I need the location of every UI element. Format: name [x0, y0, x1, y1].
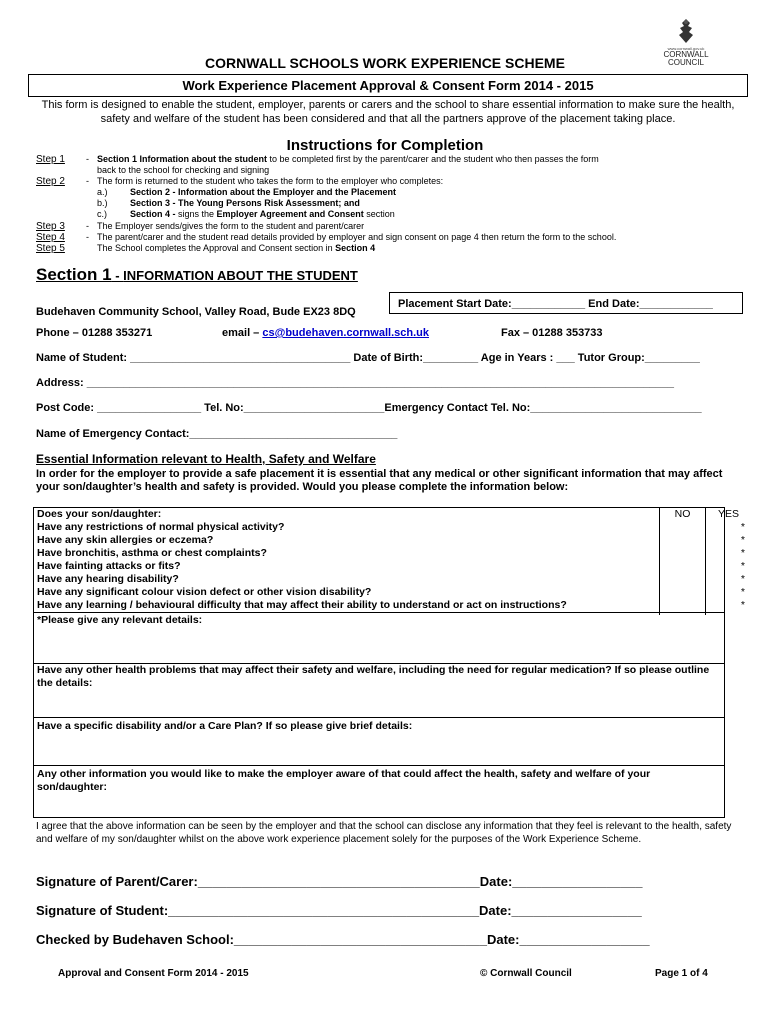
- sub-c-c: Employer Agreement and Consent: [216, 209, 364, 219]
- step5-b: Section 4: [335, 243, 376, 253]
- row-yes-cell[interactable]: *: [740, 599, 745, 611]
- dash: -: [86, 232, 89, 242]
- logo-line2: COUNCIL: [667, 58, 704, 67]
- intro-text: This form is designed to enable the student, employer, parents or carers and the school to share essential information to make sure the health, safety and welfare of the student has been considered and that all the partners approve of the placement taking place.: [41, 99, 735, 125]
- step1-text-cont: back to the school for checking and signing: [97, 165, 270, 175]
- essential-info-title: Essential Information relevant to Health, Safety and Welfare: [36, 452, 376, 466]
- row-yes-cell[interactable]: *: [740, 547, 745, 559]
- other-health-box[interactable]: [33, 662, 725, 718]
- table-header: [34, 508, 739, 521]
- step5-text: [97, 243, 375, 254]
- row-question: Have any significant colour vision defect or other vision disability?: [37, 586, 372, 598]
- logo-line1: CORNWALL: [663, 50, 709, 59]
- scheme-title: CORNWALL SCHOOLS WORK EXPERIENCE SCHEME: [205, 55, 565, 71]
- disability-label: Have a specific disability and/or a Care Plan? If so please give brief details:: [37, 720, 413, 732]
- table-row: [34, 547, 745, 560]
- table-row: [34, 521, 745, 534]
- postcode-line[interactable]: Post Code: _________________ Tel. No:_______________________Emergency Contact Tel. No:____________________________: [36, 402, 702, 414]
- table-row: [34, 573, 745, 586]
- sub-c-label: c.): [97, 209, 107, 219]
- step1-bold: Section 1 Information about the student: [97, 154, 268, 164]
- table-row: [34, 599, 745, 612]
- step4-text: The parent/carer and the student read details provided by employer and sign consent on page 4 then return the form to the school.: [97, 232, 617, 242]
- row-question: Have any hearing disability?: [37, 573, 179, 585]
- row-yes-cell[interactable]: *: [740, 586, 745, 598]
- footer-right: Page 1 of 4: [655, 968, 708, 979]
- emergency-contact-line[interactable]: Name of Emergency Contact:__________________________________: [36, 428, 398, 440]
- header-no: NO: [674, 508, 691, 520]
- sub-b-label: b.): [97, 198, 108, 208]
- sub-a: Section 2 - Information about the Employer and the Placement: [130, 187, 397, 197]
- other-health-label: Have any other health problems that may affect their safety and welfare, including the need for regular medication? If so please outline the details:: [37, 664, 710, 689]
- disability-box[interactable]: [33, 718, 725, 766]
- row-question: Have any skin allergies or eczema?: [37, 534, 214, 546]
- logo-small-text: www.cornwall.gov.uk: [667, 46, 705, 51]
- row-question: Have any restrictions of normal physical activity?: [37, 521, 285, 533]
- placement-dates-field[interactable]: Placement Start Date:____________ End Date:____________: [389, 292, 743, 314]
- essential-info-text: In order for the employer to provide a safe placement it is essential that any medical or other significant information that may affect your son/daughter’s health and safety is provided. Would you please complete the information below:: [36, 468, 723, 493]
- header-question: Does your son/daughter:: [37, 508, 162, 520]
- crest-icon: [671, 18, 701, 44]
- school-signature-line[interactable]: Checked by Budehaven School:___________________________________Date:__________________: [36, 932, 650, 947]
- header-yes: YES: [717, 508, 739, 520]
- school-email: [222, 327, 429, 339]
- email-label: email –: [222, 327, 263, 339]
- row-yes-cell[interactable]: *: [740, 573, 745, 585]
- sub-c-b: signs the: [175, 209, 217, 219]
- address-line[interactable]: Address: ________________________________________________________________________________________________: [36, 377, 675, 389]
- form-title: Work Experience Placement Approval & Consent Form 2014 - 2015: [28, 74, 748, 97]
- section1-title: Section 1: [36, 265, 112, 284]
- step5-a: The School completes the Approval and Consent section in: [97, 243, 336, 253]
- relevant-details-label: *Please give any relevant details:: [37, 614, 203, 626]
- step3-label: Step 3: [36, 221, 65, 232]
- school-phone: Phone – 01288 353271: [36, 327, 153, 339]
- table-row: [34, 586, 745, 599]
- step1-label: Step 1: [36, 154, 65, 165]
- sub-a-label: a.): [97, 187, 108, 197]
- footer-center: © Cornwall Council: [480, 968, 572, 979]
- footer-left: Approval and Consent Form 2014 - 2015: [58, 968, 249, 979]
- section1-subtitle: INFORMATION ABOUT THE STUDENT: [123, 268, 358, 283]
- row-question: Have fainting attacks or fits?: [37, 560, 181, 572]
- section1-heading: Section 1 - INFORMATION ABOUT THE STUDENT: [36, 265, 358, 284]
- health-table: [33, 507, 745, 664]
- dash: -: [86, 221, 89, 231]
- dash: -: [86, 154, 89, 164]
- student-signature-line[interactable]: Signature of Student:___________________________________________Date:__________________: [36, 903, 642, 918]
- step2-label: Step 2: [36, 176, 65, 187]
- relevant-details-box[interactable]: [34, 612, 724, 663]
- parent-signature-line[interactable]: Signature of Parent/Carer:_______________________________________Date:__________________: [36, 874, 643, 889]
- row-question: Have bronchitis, asthma or chest complaints?: [37, 547, 267, 559]
- agreement-text: I agree that the above information can be seen by the employer and that the school can disclose any information that they feel is relevant to the health, safety and welfare of my son/daughter whilst on the above work experience placement solely for the purposes of the Work Experience Scheme.: [36, 821, 732, 845]
- student-name-line[interactable]: Name of Student: ____________________________________ Date of Birth:_________ Age in Years : ___ Tutor Group:_________: [36, 352, 700, 364]
- step3-text: The Employer sends/gives the form to the student and parent/carer: [97, 221, 365, 231]
- school-fax: Fax – 01288 353733: [501, 327, 603, 339]
- sub-b: Section 3 - The Young Persons Risk Assessment; and: [130, 198, 360, 208]
- table-row: [34, 534, 745, 547]
- table-row: [34, 560, 745, 573]
- row-yes-cell[interactable]: *: [740, 521, 745, 533]
- instructions-title: Instructions for Completion: [286, 137, 484, 154]
- row-question: Have any learning / behavioural difficulty that may affect their ability to understand or act on instructions?: [37, 599, 567, 611]
- dash: -: [86, 176, 89, 186]
- any-other-box[interactable]: [33, 766, 725, 818]
- email-link[interactable]: cs@budehaven.cornwall.sch.uk: [262, 327, 429, 339]
- row-yes-cell[interactable]: *: [740, 560, 745, 572]
- row-yes-cell[interactable]: *: [740, 534, 745, 546]
- step5-label: Step 5: [36, 243, 65, 254]
- step1-text: [97, 154, 599, 165]
- sub-c-a: Section 4 -: [130, 209, 176, 219]
- step2-text: The form is returned to the student who takes the form to the employer who completes:: [97, 176, 444, 186]
- sub-c-d: section: [363, 209, 395, 219]
- step1-rest: to be completed first by the parent/carer and the student who then passes the form: [267, 154, 599, 164]
- any-other-label: Any other information you would like to make the employer aware of that could affect the health, safety and welfare of your son/daughter:: [37, 768, 651, 793]
- sub-c: [130, 209, 395, 220]
- school-address: Budehaven Community School, Valley Road, Bude EX23 8DQ: [36, 306, 356, 318]
- step4-label: Step 4: [36, 232, 65, 243]
